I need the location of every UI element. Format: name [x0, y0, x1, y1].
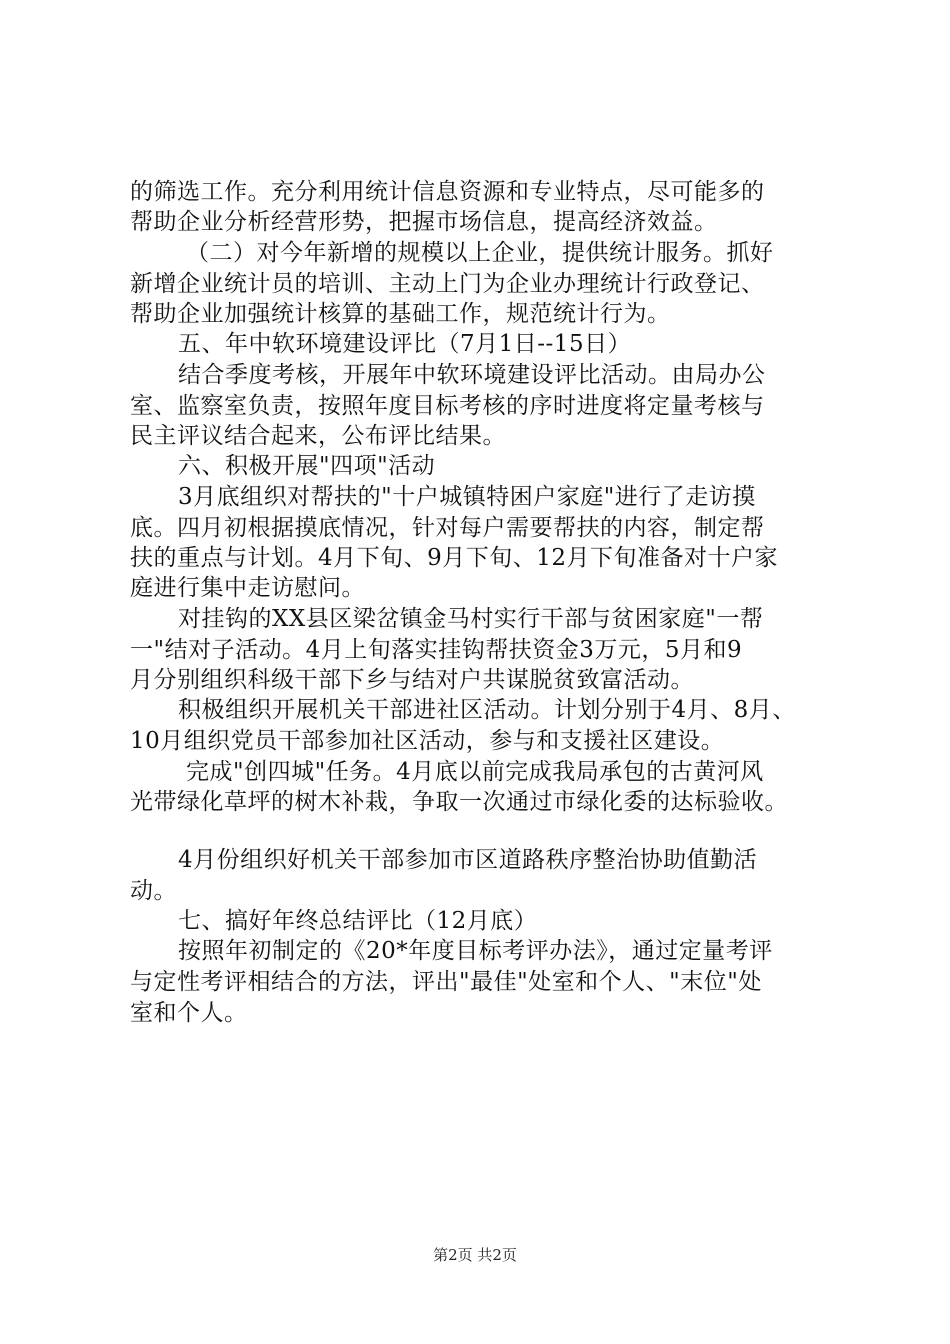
text-line: 3月底组织对帮扶的"十户城镇特困户家庭"进行了走访摸	[178, 484, 756, 510]
section-heading: 七、搞好年终总结评比（12月底）	[178, 908, 538, 934]
section-heading: 六、积极开展"四项"活动	[178, 453, 436, 479]
text-line: 4月份组织好机关干部参加市区道路秩序整治协助值勤活	[178, 847, 758, 873]
text-line: 月分别组织科级干部下乡与结对户共谋脱贫致富活动。	[130, 667, 694, 693]
text-line: 10月组织党员干部参加社区活动，参与和支援社区建设。	[130, 728, 725, 754]
text-line: 按照年初制定的《20*年度目标考评办法》，通过定量考评	[178, 938, 773, 964]
text-line: 民主评议结合起来，公布评比结果。	[130, 423, 506, 449]
section-heading: 五、年中软环境建设评比（7月1日--15日）	[178, 331, 632, 357]
text-line: 结合季度考核，开展年中软环境建设评比活动。由局办公	[178, 362, 766, 388]
text-line: 光带绿化草坪的树木补栽，争取一次通过市绿化委的达标验收。	[130, 789, 788, 815]
text-line: 庭进行集中走访慰问。	[130, 575, 365, 601]
text-line: 扶的重点与计划。4月下旬、9月下旬、12月下旬准备对十户家	[130, 545, 779, 571]
text-line: 室和个人。	[130, 1000, 248, 1026]
text-line: 新增企业统计员的培训、主动上门为企业办理统计行政登记、	[130, 271, 765, 297]
text-line: 积极组织开展机关干部进社区活动。计划分别于4月、8月、	[178, 697, 796, 723]
text-line: 帮助企业加强统计核算的基础工作，规范统计行为。	[130, 301, 671, 327]
text-line: 一"结对子活动。4月上旬落实挂钩帮扶资金3万元，5月和9	[130, 637, 743, 663]
text-line: 帮助企业分析经营形势，把握市场信息，提高经济效益。	[130, 209, 718, 235]
page-number-footer: 第2页 共2页	[433, 1246, 517, 1264]
text-line: 底。四月初根据摸底情况，针对每户需要帮扶的内容，制定帮	[130, 515, 765, 541]
text-line: 对挂钩的XX县区梁岔镇金马村实行干部与贫困家庭"一帮	[178, 606, 764, 632]
text-line: 室、监察室负责，按照年度目标考核的序时进度将定量考核与	[130, 393, 765, 419]
text-line: 与定性考评相结合的方法，评出"最佳"处室和个人、"末位"处	[130, 969, 762, 995]
text-line: （二）对今年新增的规模以上企业，提供统计服务。抓好	[186, 240, 774, 266]
text-line: 动。	[130, 878, 177, 904]
text-line: 完成"创四城"任务。4月底以前完成我局承包的古黄河风	[186, 759, 764, 785]
text-line: 的筛选工作。充分利用统计信息资源和专业特点，尽可能多的	[130, 179, 765, 205]
